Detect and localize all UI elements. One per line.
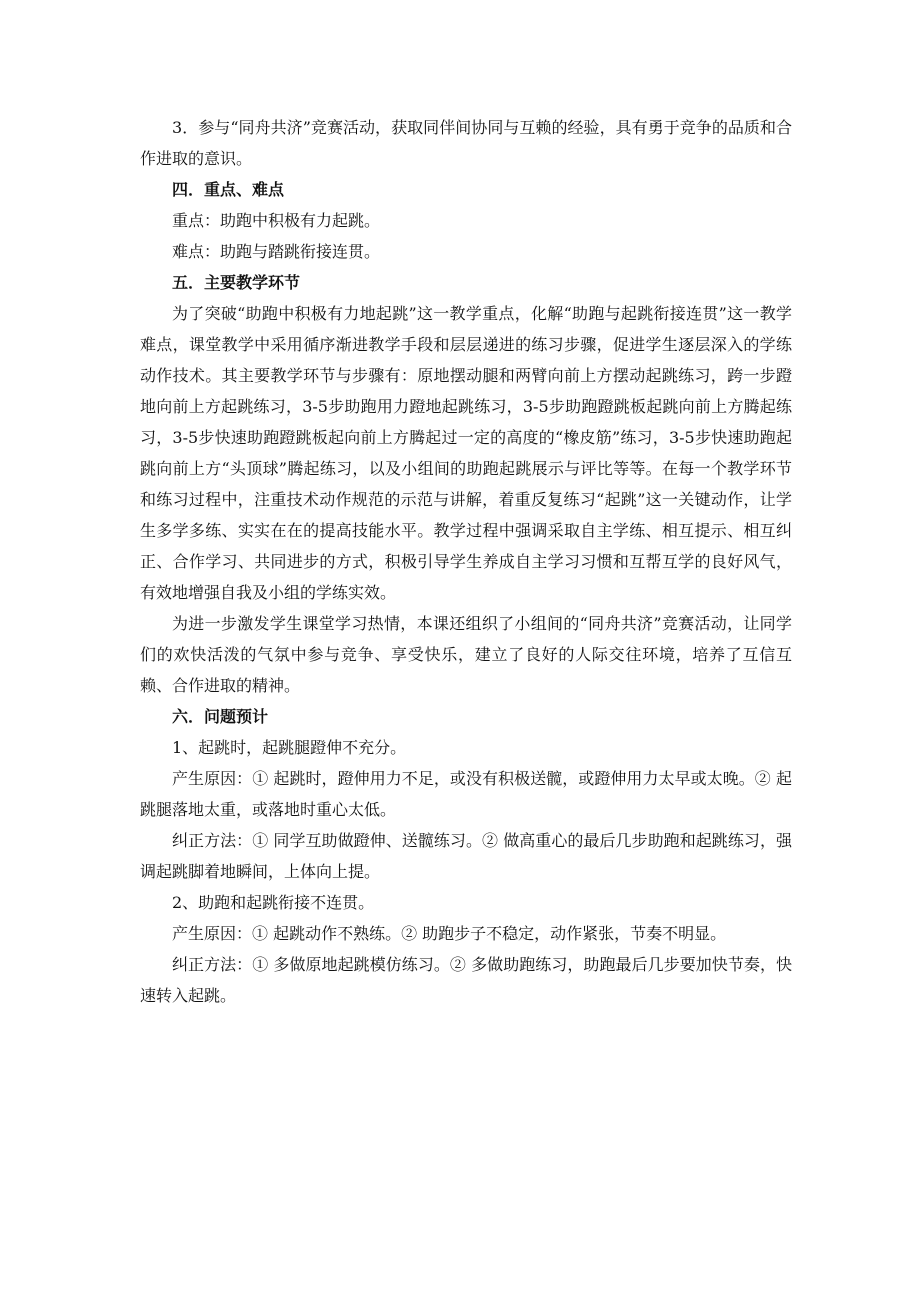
paragraph: 1、起跳时，起跳腿蹬伸不充分。 <box>172 738 407 757</box>
paragraph: 2、助跑和起跳衔接不连贯。 <box>172 893 375 912</box>
document-body <box>140 112 792 1011</box>
paragraph: 纠正方法：① 多做原地起跳模仿练习。② 多做助跑练习，助跑最后几步要加快节奏，快速转入起跳。 <box>140 955 792 1005</box>
paragraph: 3．参与“同舟共济”竞赛活动，获取同伴间协同与互赖的经验，具有勇于竞争的品质和合作进取的意识。 <box>140 118 792 168</box>
paragraph: 重点：助跑中积极有力起跳。 <box>172 211 381 230</box>
paragraph: 纠正方法：① 同学互助做蹬伸、送髋练习。② 做高重心的最后几步助跑和起跳练习，强调起跳脚着地瞬间，上体向上提。 <box>140 831 792 881</box>
section-heading: 四．重点、难点 <box>172 180 285 199</box>
section-heading: 六．问题预计 <box>172 707 269 726</box>
paragraph: 难点：助跑与踏跳衔接连贯。 <box>172 242 381 261</box>
section-heading: 五．主要教学环节 <box>172 273 301 292</box>
paragraph: 为了突破“助跑中积极有力地起跳”这一教学重点，化解“助跑与起跳衔接连贯”这一教学难点，课堂教学中采用循序渐进教学手段和层层递进的练习步骤，促进学生逐层深入的学练动作技术。其主要教学环节与步骤有：原地摆动腿和两臂向前上方摆动起跳练习，跨一步蹬地向前上方起跳练习，3-5步助跑用力蹬地起跳练习，3-5步助跑蹬跳板起跳向前上方腾起练习，3-5步快速助跑蹬跳板起向前上方腾起过一定的高度的“橡皮筋”练习，3-5步快速助跑起跳向前上方“头顶球”腾起练习，以及小组间的助跑起跳展示与评比等等。在每一个教学环节和练习过程中，注重技术动作规范的示范与讲解，着重反复练习“起跳”这一关键动作，让学生多学多练、实实在在的提高技能水平。教学过程中强调采取自主学练、相互提示、相互纠正、合作学习、共同进步的方式，积极引导学生养成自主学习习惯和互帮互学的良好风气，有效地增强自我及小组的学练实效。 <box>140 304 792 602</box>
paragraph: 产生原因：① 起跳动作不熟练。② 助跑步子不稳定，动作紧张，节奏不明显。 <box>172 924 727 943</box>
paragraph: 为进一步激发学生课堂学习热情，本课还组织了小组间的“同舟共济”竞赛活动，让同学们的欢快活泼的气氛中参与竞争、享受快乐，建立了良好的人际交往环境，培养了互信互赖、合作进取的精神。 <box>140 614 792 695</box>
paragraph: 产生原因：① 起跳时，蹬伸用力不足，或没有积极送髋，或蹬伸用力太早或太晚。② 起跳腿落地太重，或落地时重心太低。 <box>140 769 792 819</box>
